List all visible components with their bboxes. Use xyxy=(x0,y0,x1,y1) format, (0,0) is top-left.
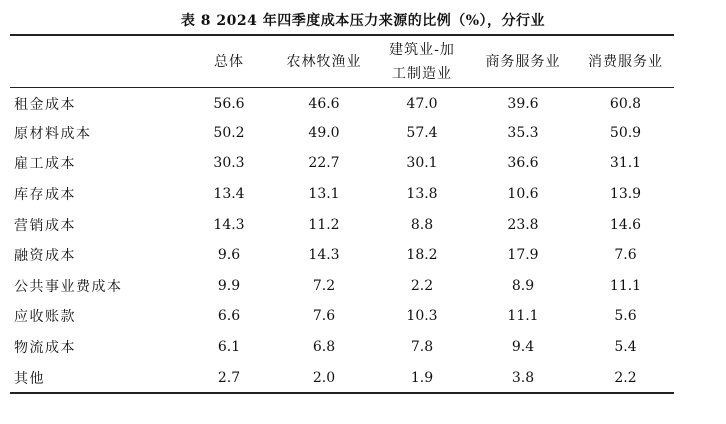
table-cell: 30.3 xyxy=(213,155,245,172)
table-cell: 3.8 xyxy=(511,369,535,386)
col-header-agriculture xyxy=(273,36,375,87)
table-cell: 9.9 xyxy=(217,277,241,294)
table-cell: 2.2 xyxy=(410,277,434,294)
table-cell: 57.4 xyxy=(406,124,438,141)
row-label: 应收账款 xyxy=(14,309,76,326)
col-header-line: 消费服务业 xyxy=(588,53,663,70)
table-cell: 14.3 xyxy=(308,247,340,264)
table-cell: 5.4 xyxy=(614,339,637,356)
row-label: 融资成本 xyxy=(14,248,76,265)
table-title: 表 8 2024 年四季度成本压力来源的比例（%），分行业 xyxy=(180,13,546,29)
table-cell: 47.0 xyxy=(406,96,438,113)
table-cell: 35.3 xyxy=(507,124,539,141)
table-row xyxy=(10,118,674,149)
table-cell: 9.6 xyxy=(217,247,241,264)
row-label: 营销成本 xyxy=(14,217,76,234)
header-stub xyxy=(10,36,185,87)
col-header-line: 商务服务业 xyxy=(485,53,561,70)
table-row xyxy=(10,332,674,363)
col-header-construction-manufacturing xyxy=(375,36,469,87)
table-cell: 11.1 xyxy=(507,308,539,325)
table-cell: 2.7 xyxy=(217,369,241,386)
row-label: 租金成本 xyxy=(14,97,76,114)
table-cell: 46.6 xyxy=(308,96,340,113)
table-cell: 22.7 xyxy=(308,155,340,172)
table-cell: 8.9 xyxy=(511,277,535,294)
table-cell: 11.2 xyxy=(308,216,340,233)
table-cell: 60.8 xyxy=(609,96,642,113)
table-cell: 10.6 xyxy=(507,186,539,203)
table-cell: 13.4 xyxy=(213,186,245,203)
col-header-line: 工制造业 xyxy=(392,65,452,82)
table-cell: 56.6 xyxy=(213,96,245,113)
table-cell: 6.1 xyxy=(217,339,241,356)
table-cell: 7.6 xyxy=(614,247,637,264)
table-row xyxy=(10,362,674,393)
col-header-line: 总体 xyxy=(214,53,244,70)
table-cell: 14.6 xyxy=(609,216,642,233)
table-cell: 13.1 xyxy=(308,186,340,203)
table-row xyxy=(10,301,674,332)
table-cell: 17.9 xyxy=(507,247,539,264)
col-header-line: 建筑业-加 xyxy=(389,41,455,58)
table-cell: 2.2 xyxy=(614,369,637,386)
table-cell: 23.8 xyxy=(507,216,539,233)
table-cell: 30.1 xyxy=(406,155,438,172)
table-cell: 50.2 xyxy=(213,124,245,141)
table-row xyxy=(10,87,674,118)
row-label: 雇工成本 xyxy=(14,156,76,173)
table-cell: 6.6 xyxy=(217,308,241,325)
col-header-business-services xyxy=(469,36,577,87)
table-cell: 36.6 xyxy=(507,155,539,172)
table-cell: 7.8 xyxy=(410,339,434,356)
row-label: 公共事业费成本 xyxy=(14,278,123,295)
table-row xyxy=(10,179,674,210)
table-cell: 2.0 xyxy=(312,369,336,386)
table-row xyxy=(10,148,674,179)
table-row xyxy=(10,271,674,302)
col-header-line: 农林牧渔业 xyxy=(286,53,362,70)
table-cell: 14.3 xyxy=(213,216,245,233)
table-cell: 7.6 xyxy=(312,308,336,325)
table-cell: 6.8 xyxy=(312,339,336,356)
row-label: 其他 xyxy=(14,370,45,387)
table-cell: 11.1 xyxy=(609,277,642,294)
row-label: 物流成本 xyxy=(14,340,76,357)
table-cell: 9.4 xyxy=(511,339,535,356)
table-cell: 7.2 xyxy=(312,277,336,294)
table-cell: 31.1 xyxy=(609,155,642,172)
table-cell: 1.9 xyxy=(410,369,434,386)
table-cell: 18.2 xyxy=(406,247,438,264)
cost-pressure-table xyxy=(10,36,674,393)
table-cell: 8.8 xyxy=(410,216,434,233)
table-cell: 13.8 xyxy=(406,186,438,203)
table-cell: 5.6 xyxy=(614,308,637,325)
table-row xyxy=(10,240,674,271)
table-cell: 13.9 xyxy=(609,186,642,203)
table-cell: 10.3 xyxy=(406,308,438,325)
table-cell: 50.9 xyxy=(609,124,642,141)
col-header-overall xyxy=(185,36,273,87)
table-cell: 49.0 xyxy=(308,124,340,141)
col-header-consumer-services xyxy=(577,36,674,87)
table-cell: 39.6 xyxy=(507,96,539,113)
header-row xyxy=(10,36,674,87)
table-row xyxy=(10,209,674,240)
row-label: 原材料成本 xyxy=(14,125,92,142)
row-label: 库存成本 xyxy=(14,187,76,204)
